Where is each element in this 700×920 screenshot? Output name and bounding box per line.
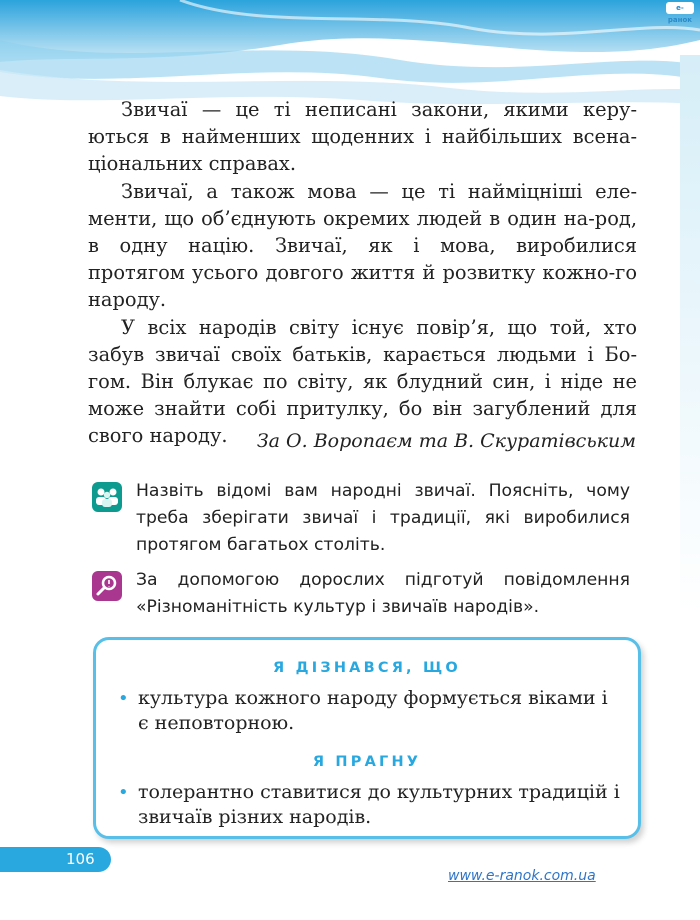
bullet-icon: • [118,688,129,709]
strive-text: толерантно ставитися до культурних традицій і звичаїв різних народів. [138,781,620,828]
task-discuss [92,478,630,559]
strive-heading: Я ПРАГНУ [312,754,422,770]
paragraph-1: Звичаї — це ті неписані закони, якими керу-ються в найменших щоденних і найбільших всена-ціональних справах. [88,98,637,176]
paragraph-3: У всіх народів світу існує повір’я, що той, хто забув звичаї своїх батьків, карається людьми і Бо-гом. Він блукає по світу, як блудний син, і ніде не може знайти собі притулку, бо він загублений для свого народу. [88,315,637,448]
publisher-website-link[interactable]: www.e-ranok.com.ua [448,868,596,884]
task-research [92,567,630,621]
discussion-group-icon [92,482,122,512]
decorative-right-strip [680,55,700,855]
strive-item [118,780,623,830]
decorative-header-waves [0,0,700,110]
task-text: Назвіть відомі вам народні звичаї. Поясніть, чому треба зберігати звичаї і традиції, які виробилися протягом багатьох століть. [136,481,630,555]
task-text: За допомогою дорослих підготуй повідомлення «Різноманітність культур і звичаїв народів». [136,570,630,617]
bullet-icon: • [118,782,129,803]
paragraph-2: Звичаї, а також мова — це ті найміцніші еле-менти, що об’єднують окремих людей в один на-род, в одну націю. Звичаї, як і мова, виробилися протягом усього довгого життя й розвитку кожно-го народу. [88,179,637,312]
summary-box [93,637,641,839]
learned-text: культура кожного народу формується віками і є неповторною. [138,687,608,734]
learned-item [118,686,623,736]
page-number: 106 [66,850,95,868]
attribution: За О. Воропаєм та В. Скуратівським [256,430,636,452]
main-text [88,96,637,450]
learned-heading: Я ДІЗНАВСЯ, ЩО [273,660,461,676]
publisher-logo: е-ранок [667,4,693,24]
research-magnifier-icon [92,571,122,601]
